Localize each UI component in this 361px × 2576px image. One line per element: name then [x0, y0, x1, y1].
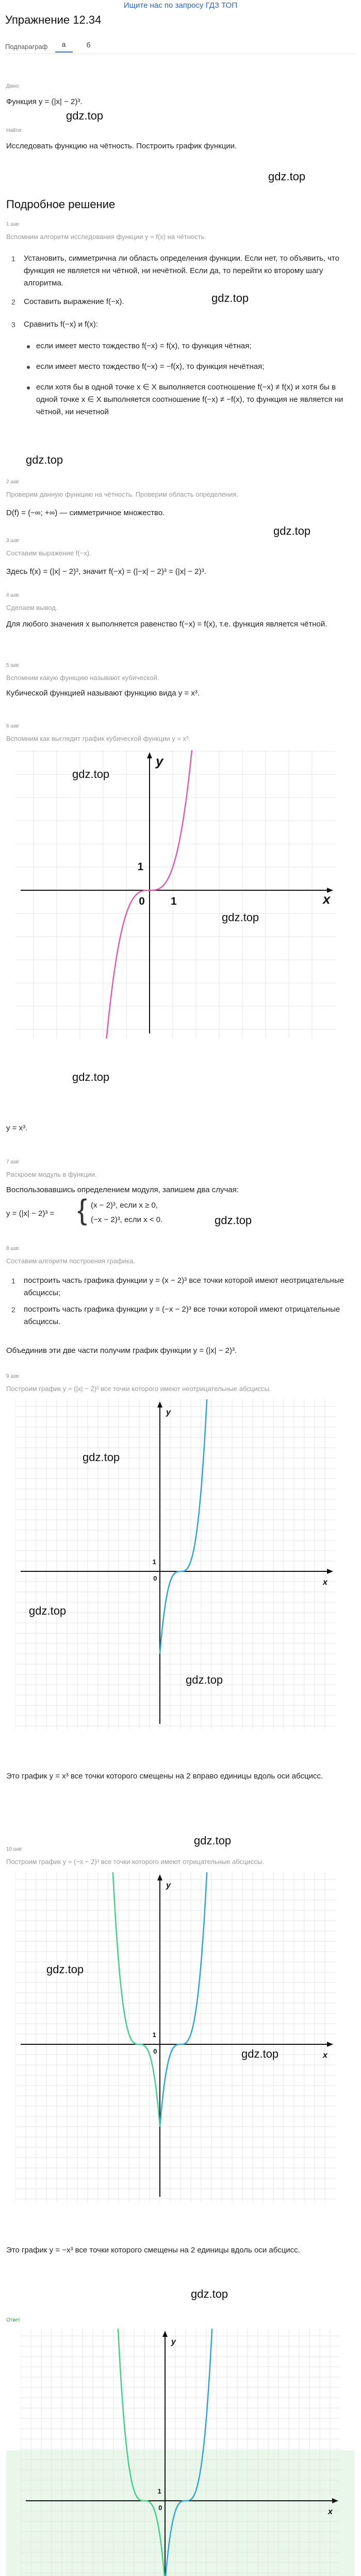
list-item: если имеет место тождество f(−x) = f(x), то функция чётная;	[36, 342, 252, 350]
step-label: 1 шаг	[6, 222, 20, 227]
step-label: 8 шаг	[6, 1246, 20, 1251]
list-item: Сравнить f(−x) и f(x):	[24, 320, 98, 329]
step-label: 6 шаг	[6, 723, 20, 729]
tab-b[interactable]: б	[86, 41, 91, 49]
y-axis-arrow	[157, 1401, 162, 1408]
page-title: Упражнение 12.34	[5, 13, 102, 26]
grid	[21, 2329, 340, 2576]
x-axis-label: x	[323, 2051, 327, 2060]
curve-left-branch	[118, 2329, 165, 2576]
origin-label: 0	[153, 2047, 157, 2055]
conclusion-text: Для любого значения x выполняется равенство f(−x) = f(x), т.е. функция является чётной.	[6, 620, 327, 629]
list-number: 3	[11, 320, 15, 329]
x-axis-label: x	[323, 1578, 327, 1587]
x-axis-arrow	[327, 2042, 333, 2047]
modulus-lhs: y = (|x| − 2)³ =	[6, 1209, 55, 1218]
y-axis-arrow	[162, 2331, 168, 2337]
modulus-case-1: (x − 2)³, если x ≥ 0,	[91, 1201, 158, 1210]
both-branches-graph	[15, 1872, 335, 2202]
y-one-label: 1	[137, 861, 144, 873]
step-label: 10 шаг	[6, 1846, 23, 1852]
y-one-label: 1	[157, 2487, 161, 2495]
list-number: 2	[11, 1306, 15, 1314]
watermark: gdz.top	[215, 1214, 252, 1227]
grid	[15, 1399, 335, 1729]
modulus-intro: Воспользовавшись определением модуля, запишем два случая:	[6, 1185, 239, 1194]
x-one-label: 1	[171, 895, 177, 907]
watermark: gdz.top	[268, 170, 306, 183]
y-axis-label: y	[156, 753, 163, 769]
list-item: Установить, симметрична ли область определения функции. Если нет, то объявить, что функция не является ни чётной, ни нечётной. Если да, то перейти ко второму шагу алгоритма.	[24, 254, 339, 287]
step-label: 4 шаг	[6, 592, 20, 598]
brace: {	[77, 1193, 87, 1226]
list-item: Составить выражение f(−x).	[24, 297, 124, 306]
modulus-case-2: (−x − 2)³, если x < 0.	[91, 1215, 163, 1224]
list-number: 1	[11, 1277, 15, 1285]
expr-text: Здесь f(x) = (|x| − 2)³, значит f(−x) = (|−x| − 2)³ = (|x| − 2)³.	[6, 567, 206, 576]
list-item: если имеет место тождество f(−x) = −f(x), то функция нечётная;	[36, 362, 265, 371]
y-one-label: 1	[152, 1558, 156, 1566]
origin-label: 0	[153, 1574, 157, 1582]
cubic-caption: y = x³.	[6, 1124, 28, 1132]
cubic-graph	[15, 750, 335, 1039]
answer-label: Ответ	[6, 2317, 21, 2323]
solution-heading: Подробное решение	[6, 198, 116, 211]
cubic-def: Кубической функцией называют функцию вида y = x³.	[6, 689, 200, 698]
plan-item: построить часть графика функции y = (x − 2)³ все точки которой имеют неотрицательные абсциссы;	[24, 1276, 344, 1297]
tab-a[interactable]: а	[55, 40, 73, 53]
grid	[15, 750, 335, 1039]
watermark: gdz.top	[72, 768, 110, 781]
step-label: 2 шаг	[6, 479, 20, 485]
list-number: 2	[11, 298, 15, 306]
watermark: gdz.top	[72, 1071, 110, 1083]
step-header: Вспомним какую функцию называют кубической.	[6, 674, 159, 682]
watermark: gdz.top	[273, 524, 311, 537]
bullet	[27, 366, 30, 369]
step-header: Построим график y = (|x| − 2)³ все точки которого имеют неотрицательные абсциссы.	[6, 1385, 271, 1393]
step-header: Составим выражение f(−x).	[6, 549, 91, 557]
y-axis-label: y	[171, 2337, 176, 2346]
y-axis-label: y	[166, 1881, 171, 1890]
right-branch-graph	[15, 1399, 335, 1729]
watermark: gdz.top	[191, 2287, 228, 2300]
watermark: gdz.top	[26, 453, 63, 466]
step-header: Проверим данную функцию на чётность. Проверим область определения.	[6, 490, 239, 498]
combine-text: Объединив эти две части получим график функции y = (|x| − 2)³.	[6, 1346, 237, 1355]
watermark: gdz.top	[29, 1604, 67, 1617]
y-axis-arrow	[147, 752, 152, 758]
step-header: Вспомним алгоритм исследования функции y = f(x) на чётность.	[6, 233, 206, 241]
y-axis-arrow	[157, 1874, 162, 1880]
step-label: 9 шаг	[6, 1374, 20, 1379]
watermark: gdz.top	[241, 2047, 279, 2060]
plan-item: построить часть графика функции y = (−x − 2)³ все точки которой имеют отрицательные абсциссы.	[24, 1305, 340, 1326]
watermark: gdz.top	[66, 109, 104, 122]
list-item: если хотя бы в одной точке x ∈ X выполняется соотношение f(−x) ≠ f(x) и хотя бы в одной точке x ∈ X выполняется соотношение f(−x) ≠ −f(x), то функция не является ни чётной, ни нечетной	[36, 383, 343, 416]
domain-text: D(f) = (−∞; +∞) — симметричное множество.	[6, 509, 165, 517]
step-label: 5 шаг	[6, 663, 20, 668]
watermark: gdz.top	[222, 911, 259, 924]
condition-label: Дано:	[6, 83, 20, 89]
top-search-link[interactable]: Ищите нас по запросу ГДЗ ТОП	[123, 1, 238, 10]
step-label: 7 шаг	[6, 1159, 20, 1165]
find-label: Найти:	[6, 128, 23, 133]
x-axis-label: x	[328, 2507, 333, 2516]
origin-label: 0	[139, 895, 145, 907]
bullet	[27, 345, 30, 348]
answer-graph	[21, 2329, 340, 2576]
x-axis-arrow	[327, 1569, 333, 1574]
step-header: Составим алгоритм построения графика.	[6, 1257, 135, 1265]
find-text: Исследовать функцию на чётность. Построить график функции.	[6, 142, 237, 150]
bullet	[27, 386, 30, 389]
step-header: Вспомним как выглядит график кубической функции y = x³.	[6, 735, 190, 742]
subparagraph-selector	[5, 40, 97, 53]
step-header: Сделаем вывод.	[6, 604, 58, 612]
watermark: gdz.top	[83, 1451, 120, 1464]
shift-right-text: Это график y = x³ все точки которого смещены на 2 вправо единицы вдоль оси абсцисс.	[6, 1772, 323, 1781]
x-axis-label: x	[323, 891, 331, 907]
grid	[15, 1872, 335, 2202]
watermark: gdz.top	[211, 292, 249, 304]
step-header: Раскроем модуль в функции.	[6, 1171, 97, 1178]
y-one-label: 1	[152, 2031, 156, 2039]
curve-right-branch	[165, 2329, 212, 2576]
origin-label: 0	[158, 2504, 162, 2512]
watermark: gdz.top	[186, 1673, 223, 1686]
x-axis-arrow	[332, 2498, 338, 2503]
subparagraph-label: Подпараграф	[5, 42, 48, 50]
step-header: Построим график y = (−x − 2)³ все точки которого имеют отрицательные абсциссы.	[6, 1858, 264, 1866]
y-axis-label: y	[166, 1408, 171, 1417]
shift-left-text: Это график y = −x³ все точки которого смещены на 2 единицы вдоль оси абсцисс.	[6, 2246, 300, 2255]
condition-text: Функция y = (|x| − 2)³.	[6, 97, 83, 106]
step-label: 3 шаг	[6, 538, 20, 544]
watermark: gdz.top	[46, 1963, 84, 1976]
list-number: 1	[11, 255, 15, 263]
watermark: gdz.top	[194, 1834, 232, 1847]
